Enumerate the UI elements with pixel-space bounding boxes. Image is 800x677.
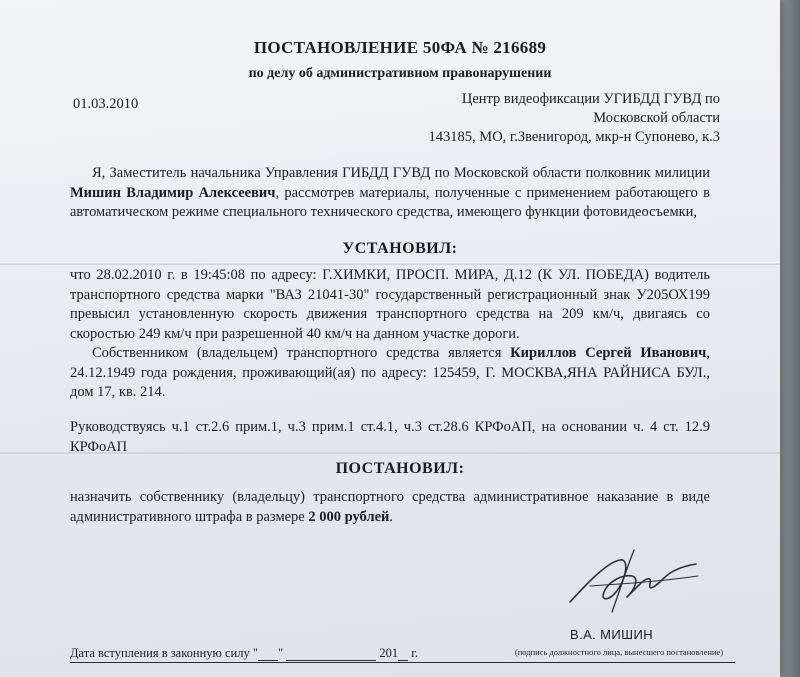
legal-basis-paragraph	[70, 418, 710, 457]
owner-text-2: , 24.12.1949 года рождения, проживающий(ая) по адресу: 125459, Г. МОСКВА,ЯНА РАЙНИСА БУЛ., дом 17, кв. 214.	[70, 345, 710, 400]
issuing-center-line-2: Московской области	[593, 110, 720, 126]
owner-name: Кириллов Сергей Иванович	[510, 345, 707, 361]
violation-paragraph: что 28.02.2010 г. в 19:45:08 по адресу: Г.ХИМКИ, ПРОСП. МИРА, Д.12 (К УЛ. ПОБЕДА) водитель транспортного средства марки "ВАЗ 21041-30" государственный регистрационный знак У205ОХ199 превысил установленную скорость движения транспортного средства на 209 км/ч, двигаясь со скоростью 249 км/ч при разрешенной 40 км/ч на данном участке дороги.	[70, 267, 710, 342]
heading-decided: ПОСТАНОВИЛ:	[335, 460, 465, 477]
signature-caption: (подпись должностного лица, вынесшего постановление)	[514, 647, 724, 657]
signature-icon	[560, 540, 700, 620]
owner-paragraph	[70, 344, 710, 403]
document-title: ПОСТАНОВЛЕНИЕ 50ФА № 216689	[253, 38, 547, 57]
document-date: 01.03.2010	[73, 96, 139, 112]
heading-established: УСТАНОВИЛ:	[342, 240, 458, 257]
signatory-name: В.А. МИШИН	[570, 627, 653, 642]
intro-paragraph	[70, 164, 710, 223]
effective-date-label: Дата вступления в законную силу	[70, 646, 250, 660]
document-subtitle: по делу об административном правонарушении	[248, 66, 552, 81]
paper-fold-line	[0, 262, 780, 265]
effective-date-quote-open: "	[252, 646, 258, 660]
effective-date-year-suffix: г.	[411, 646, 419, 660]
effective-date-year: 201	[379, 646, 399, 660]
effective-date-quote-close: "	[277, 646, 284, 660]
fine-amount: 2 000 рублей	[308, 508, 390, 525]
decision-text-2: .	[389, 508, 393, 525]
official-name: Мишин Владимир Алексеевич	[70, 184, 276, 201]
decision-paragraph	[70, 488, 710, 527]
footer-rule	[70, 662, 735, 663]
issuing-center-address: 143185, МО, г.Звенигород, мкр-н Супонево, к.3	[428, 129, 720, 145]
decision-text-1: назначить собственнику (владельцу) транспортного средства административное наказание в виде административного штрафа в размере	[70, 489, 710, 525]
effective-date-line	[70, 645, 418, 661]
effective-date-year-blank	[398, 648, 408, 661]
issuing-center-block	[420, 90, 720, 147]
intro-text-1: Я, Заместитель начальника Управления ГИБДД ГУВД по Московской области полковник милиции	[92, 165, 710, 181]
intro-text-2: , рассмотрев материалы, полученные с применением работающего в автоматическом режиме специального технического средства, имеющего функции фотовидеосъемки,	[70, 184, 710, 220]
effective-date-month-blank	[286, 648, 376, 661]
effective-date-day-blank	[258, 648, 278, 661]
owner-text-1: Собственником (владельцем) транспортного средства является	[92, 345, 511, 361]
legal-basis-text: Руководствуясь ч.1 ст.2.6 прим.1, ч.3 прим.1 ст.4.1, ч.3 ст.28.6 КРФоАП, на основании ч. 4 ст. 12.9 КРФоАП	[70, 419, 710, 455]
issuing-center-line-1: Центр видеофиксации УГИБДД ГУВД по	[461, 91, 720, 107]
